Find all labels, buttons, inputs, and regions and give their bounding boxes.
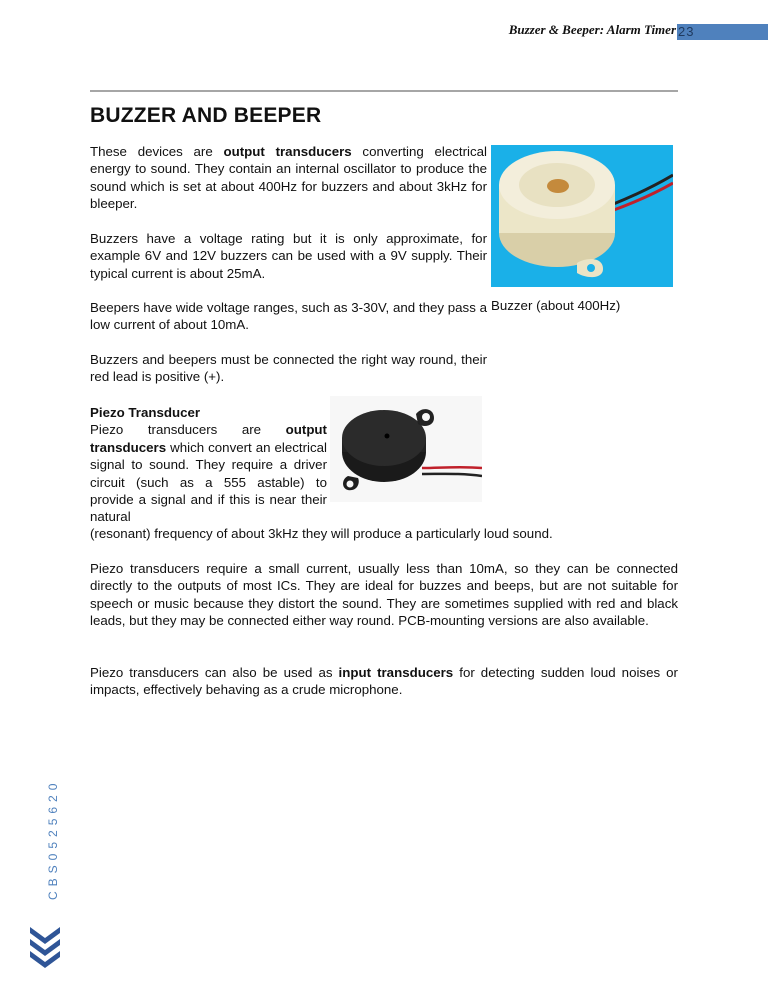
side-code: CBS0525620: [46, 778, 60, 900]
paragraph-input-transducers: Piezo transducers can also be used as input transducers for detecting sudden loud noises or impacts, effectively behaving as a crude microphone.: [90, 665, 678, 698]
paragraph-piezo-current: Piezo transducers require a small current, usually less than 10mA, so they can be connected directly to the outputs of most ICs. They are ideal for buzzes and beeps, but are not suitable for speech or music because they distort the sound. They are sometimes supplied with red and black leads, but they may be connected either way round. PCB-mounting versions are also available.: [90, 561, 678, 629]
paragraph-polarity: Buzzers and beepers must be connected the right way round, their red lead is positive (+).: [90, 352, 487, 385]
section-heading: BUZZER AND BEEPER: [90, 104, 322, 127]
bold-term: output transducers: [223, 144, 352, 159]
subheading-piezo: Piezo Transducer: [90, 405, 201, 420]
running-header-title: Buzzer & Beeper: Alarm Timer: [508, 22, 676, 37]
paragraph-beepers: Beepers have wide voltage ranges, such as 3-30V, and they pass a low current of about 10mA.: [90, 300, 487, 333]
paragraph-piezo: Piezo Transducer Piezo transducers are output transducers which convert an electrical signal to sound. They require a driver circuit (such as a 555 astable) to provide a signal and if this is near their natural: [90, 405, 327, 525]
bold-term: output transducers: [90, 422, 327, 455]
chevron-down-icon: [28, 925, 62, 971]
figure-caption: Buzzer (about 400Hz): [491, 298, 621, 313]
piezo-photo: [330, 396, 482, 502]
bold-term: input transducers: [338, 665, 454, 680]
buzzer-photo: [491, 145, 673, 287]
paragraph-intro: These devices are output transducers converting electrical energy to sound. They contain an internal oscillator to produce the sound which is set at about 400Hz for buzzers and about 3kHz for bleeper.: [90, 144, 487, 212]
paragraph-voltage-rating: Buzzers have a voltage rating but it is only approximate, for example 6V and 12V buzzers can be used with a 9V supply. Their typical current is about 25mA.: [90, 231, 487, 281]
page-number: 23: [678, 24, 695, 39]
paragraph-piezo-continued: (resonant) frequency of about 3kHz they will produce a particularly loud sound.: [90, 526, 553, 541]
header-rule: [90, 90, 678, 92]
